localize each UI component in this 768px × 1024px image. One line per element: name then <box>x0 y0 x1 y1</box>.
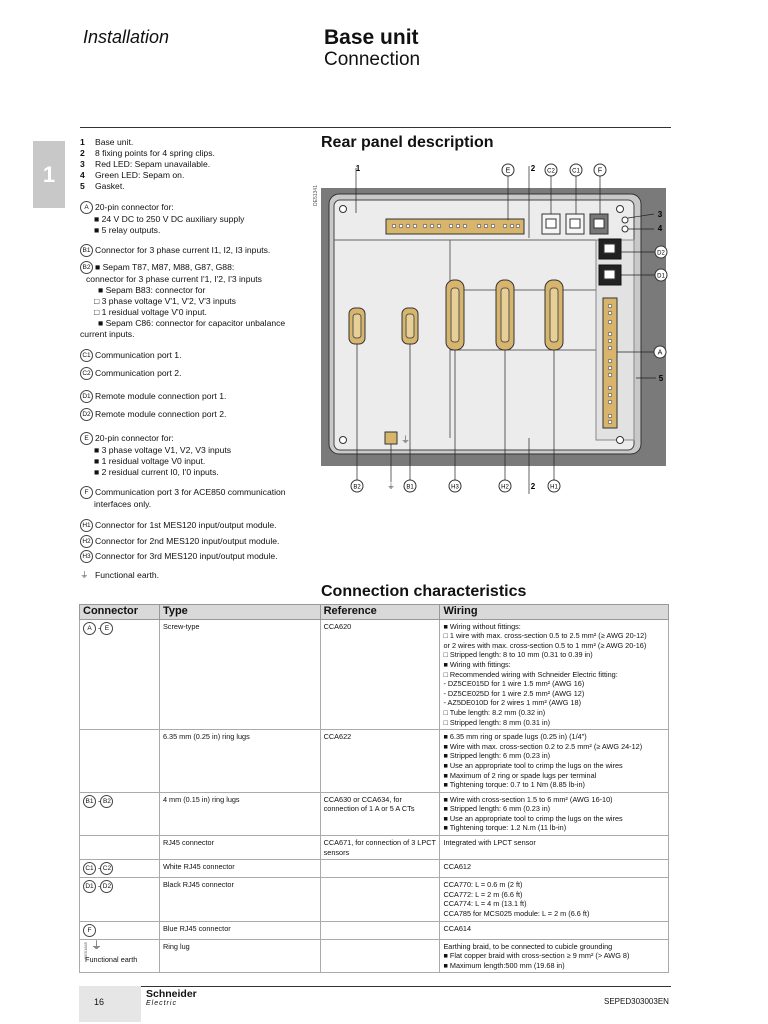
col-reference: Reference <box>320 605 440 620</box>
legend-C2: C2 Communication port 2. <box>80 367 310 380</box>
legend-F: F Communication port 3 for ACE850 communication interfaces only. <box>80 486 310 510</box>
label-5: 5 <box>658 374 664 383</box>
page-subtitle: Connection <box>324 49 421 70</box>
footer-rule <box>80 986 671 987</box>
earth-label: Functional earth <box>85 954 138 964</box>
chapter-tab: 1 <box>33 141 65 208</box>
legend-C1: C1 Communication port 1. <box>80 349 310 362</box>
page-number: 16 <box>94 997 105 1007</box>
legend-A: A 20-pin connector for: ■ 24 V DC to 250 V DC auxiliary supply ■ 5 relay outputs. <box>80 201 310 236</box>
label-A: A <box>657 349 663 357</box>
base-unit <box>334 200 634 450</box>
table-row: B1 - B2 4 mm (0.15 in) ring lugs CCA630 or CCA634, for connection of 1 A or 5 A CTs ■ Wire with cross-section 1.5 to 6 mm² (AWG 16-10) ■ Stripped length: 6 mm (0.23 in) ■ Use an appropriate tool to crimp the lugs on the wires ■ Tightening torque: 1.2 N.m (11 lb-in) <box>80 792 669 835</box>
schneider-logo: Schneider Electric <box>146 988 197 1007</box>
table-row: A - E Screw-type CCA620 ■ Wiring without fittings: □ 1 wire with max. cross-section 0.5 to 2.5 mm² (≥ AWG 20-12) or 2 wires with max. cross-section 0.5 to 1 mm² (≥ AWG 20-16) □ Stripped length: 8 to 10 mm (0.31 to 0.39 in) ■ Wiring with fittings: □ Recommended wiring with Schneider Electric fitting: - DZ5CE015D for 1 wire 1.5 mm² (AWG 16) - DZ5CE025D for 1 wire 2.5 mm² (AWG 12) - AZ5DE010D for 2 wires 1 mm² (AWG 18) □ Tube length: 8.2 mm (0.32 in) □ Stripped length: 8 mm (0.31 in) <box>80 619 669 730</box>
legend-item-1: 1 Base unit. <box>80 137 134 147</box>
legend-item-3: 3 Red LED: Sepam unavailable. <box>80 159 211 169</box>
label-H1: H1 <box>550 484 558 491</box>
legend-item-4: 4 Green LED: Sepam on. <box>80 170 185 180</box>
rear-panel-diagram <box>318 158 673 498</box>
diagram-ref: DE51341 <box>313 185 319 206</box>
label-1: 1 <box>355 164 361 173</box>
red-led <box>622 217 628 223</box>
label-F: F <box>597 167 603 175</box>
label-D1: D1 <box>657 273 665 280</box>
earth-icon: ⏚ <box>80 570 89 580</box>
legend-D2: D2 Remote module connection port 2. <box>80 408 310 421</box>
legend-item-2: 2 8 fixing points for 4 spring clips. <box>80 148 215 158</box>
label-earth: ⏚ <box>387 482 395 491</box>
legend-B1: B1 Connector for 3 phase current I1, I2, I3 inputs. <box>80 244 310 257</box>
col-type: Type <box>159 605 320 620</box>
connection-title: Connection characteristics <box>321 583 527 600</box>
earth-ref: DE51845 <box>83 941 88 959</box>
legend-item-5: 5 Gasket. <box>80 181 125 191</box>
legend-numbered <box>80 137 310 192</box>
legend-H3: H3 Connector for 3rd MES120 input/output module. <box>80 550 310 563</box>
legend-E: E 20-pin connector for: ■ 3 phase voltage V1, V2, V3 inputs ■ 1 residual voltage V0 input. ■ 2 residual current I0, I'0 inputs. <box>80 432 310 478</box>
table-row: RJ45 connector CCA671, for connection of 3 LPCT sensors Integrated with LPCT sensor <box>80 836 669 860</box>
table-row: 6.35 mm (0.25 in) ring lugs CCA622 ■ 6.35 mm ring or spade lugs (0.25 in) (1/4") ■ Wire with max. cross-section 0.2 to 2.5 mm² (≥ AWG 24-12) ■ Stripped length: 6 mm (0.23 in) ■ Use an appropriate tool to crimp the lugs on the wires ■ Maximum of 2 ring or spade lugs per terminal ■ Tightening torque: 0.7 to 1 Nm (8.85 lb-in) <box>80 730 669 793</box>
legend-H1: H1 Connector for 1st MES120 input/output module. <box>80 519 310 532</box>
legend-D1: D1 Remote module connection port 1. <box>80 390 310 403</box>
section-title: Installation <box>83 27 170 47</box>
col-wiring: Wiring <box>440 605 669 620</box>
earth-icon: ⏚ <box>91 939 102 952</box>
page-title: Base unit <box>324 26 419 49</box>
label-H3: H3 <box>451 484 459 491</box>
rear-panel-title: Rear panel description <box>321 134 494 151</box>
label-B1: B1 <box>406 484 414 491</box>
label-3: 3 <box>657 210 663 219</box>
label-B2: B2 <box>353 484 361 491</box>
table-row: D1 - D2 Black RJ45 connector CCA770: L = 0.6 m (2 ft) CCA772: L = 2 m (6.6 ft) CCA774: L = 4 m (13.1 ft) CCA785 for MCS025 module: L = 2 m (6.6 ft) <box>80 878 669 921</box>
label-E: E <box>505 167 511 175</box>
label-C1: C1 <box>572 168 580 175</box>
label-2-top: 2 <box>530 164 536 173</box>
legend-earth: ⏚ Functional earth. <box>80 570 160 580</box>
legend-B2: B2 ■ Sepam T87, M87, M88, G87, G88: connector for 3 phase current I'1, I'2, I'3 inputs ■ Sepam B83: connector for □ 3 phase voltage V'1, V'2, V'3 inputs □ 1 residual voltage V'0 input. ■ Sepam C86: connector for capacitor unbalance current inputs. <box>80 261 286 339</box>
earth-terminal <box>385 432 397 444</box>
label-4: 4 <box>657 224 663 233</box>
connection-table <box>79 604 669 973</box>
green-led <box>622 226 628 232</box>
table-header <box>80 605 669 620</box>
table-row: DE51845 ⏚ Functional earth Ring lug Earthing braid, to be connected to cubicle grounding ■ Flat copper braid with cross-section ≥ 9 mm² (> AWG 8) ■ Maximum length:500 mm (19.68 in) <box>80 939 669 973</box>
legend-H2: H2 Connector for 2nd MES120 input/output module. <box>80 535 310 548</box>
label-C2: C2 <box>547 168 555 175</box>
label-H2: H2 <box>501 484 509 491</box>
table-row: C1 - C2 White RJ45 connector CCA612 <box>80 860 669 878</box>
header-rule <box>80 127 671 128</box>
table-row: F Blue RJ45 connector CCA614 <box>80 921 669 939</box>
label-D2: D2 <box>657 250 665 257</box>
footer-margin <box>79 986 141 1022</box>
earth-symbol: ⏚ <box>401 436 411 446</box>
col-connector: Connector <box>80 605 160 620</box>
label-2-bottom: 2 <box>530 482 536 491</box>
document-code: SEPED303003EN <box>604 997 669 1006</box>
